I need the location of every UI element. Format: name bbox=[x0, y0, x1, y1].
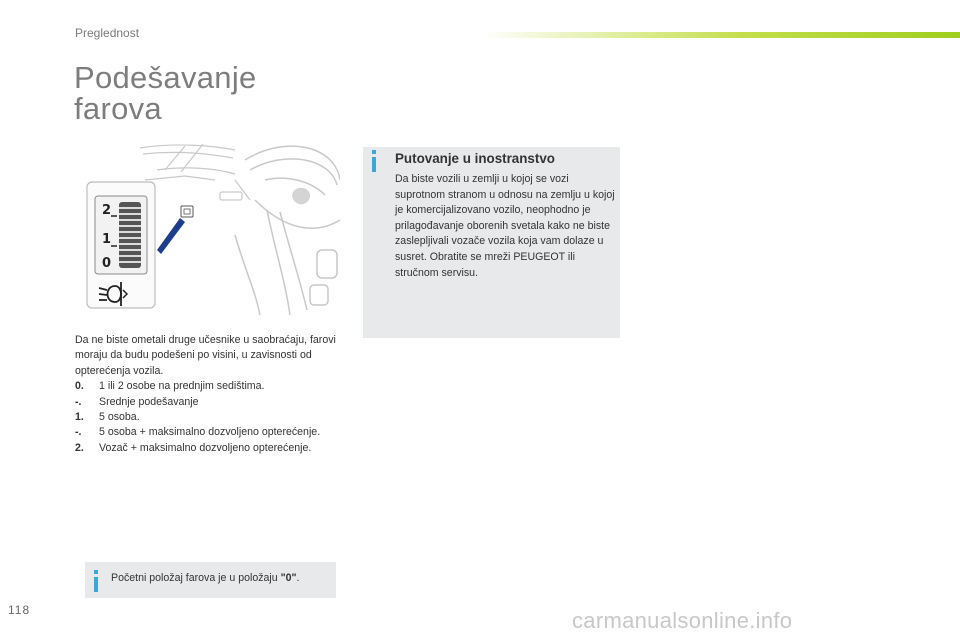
info-box bbox=[363, 147, 620, 338]
headlamp-dial-panel[interactable] bbox=[87, 182, 155, 308]
header-accent-bar bbox=[480, 32, 960, 38]
setting-desc: Srednje podešavanje bbox=[99, 395, 199, 408]
setting-row bbox=[75, 410, 337, 425]
tip-box bbox=[85, 562, 336, 598]
watermark: carmanualsonline.info bbox=[572, 608, 793, 633]
dial-mark-2: 2 bbox=[102, 203, 112, 218]
setting-desc: 5 osoba + maksimalno dozvoljeno opterećenje. bbox=[99, 426, 321, 439]
tip-text bbox=[111, 572, 300, 584]
tip-text-value: "0" bbox=[280, 572, 297, 584]
tip-text-suffix: . bbox=[296, 572, 300, 584]
info-body: Da biste vozili u zemlji u kojoj se vozi suprotnom stranom u odnosu na zemlju u kojoj je komercijalizovano vozilo, neophodno je prilagođavanje oborenih svetala kako ne biste zaslepljivali vozače vozila koja vam dolaze u susret. Obratite se mreži PEUGEOT ili stručnom servisu. bbox=[395, 173, 615, 279]
page-title-line-2: farova bbox=[74, 91, 162, 126]
page-number: 118 bbox=[8, 603, 31, 617]
dial-mark-1: 1 bbox=[102, 232, 112, 247]
setting-key: 2. bbox=[75, 441, 84, 454]
brand-logo-icon bbox=[292, 188, 310, 205]
steering-wheel-icon bbox=[235, 146, 340, 315]
section-label: Preglednost bbox=[75, 26, 140, 40]
setting-key: 1. bbox=[75, 411, 84, 424]
page-title bbox=[74, 62, 257, 124]
setting-desc: 1 ili 2 osobe na prednjim sedištima. bbox=[99, 380, 265, 393]
setting-key: -. bbox=[75, 395, 82, 408]
setting-desc: 5 osoba. bbox=[99, 411, 140, 424]
setting-key: -. bbox=[75, 426, 82, 439]
headlamp-adjustment-illustration bbox=[85, 140, 340, 315]
setting-desc: Vozač + maksimalno dozvoljeno opterećenje. bbox=[99, 441, 312, 454]
setting-row bbox=[75, 379, 337, 394]
info-title: Putovanje u inostranstvo bbox=[395, 151, 555, 166]
tip-text-prefix: Početni položaj farova je u položaju bbox=[111, 572, 281, 584]
intro-paragraph: Da ne biste ometali druge učesnike u saobraćaju, farovi moraju da budu podešeni po visini, u zavisnosti od opterećenja vozila. bbox=[75, 334, 336, 377]
page-title-line-1: Podešavanje bbox=[74, 60, 257, 95]
setting-row bbox=[75, 425, 337, 440]
info-icon bbox=[91, 570, 101, 592]
dial-mark-0: 0 bbox=[102, 256, 112, 271]
body-text bbox=[75, 333, 337, 456]
setting-row bbox=[75, 441, 337, 456]
setting-row bbox=[75, 395, 337, 410]
setting-key: 0. bbox=[75, 380, 84, 393]
info-icon bbox=[369, 150, 379, 172]
